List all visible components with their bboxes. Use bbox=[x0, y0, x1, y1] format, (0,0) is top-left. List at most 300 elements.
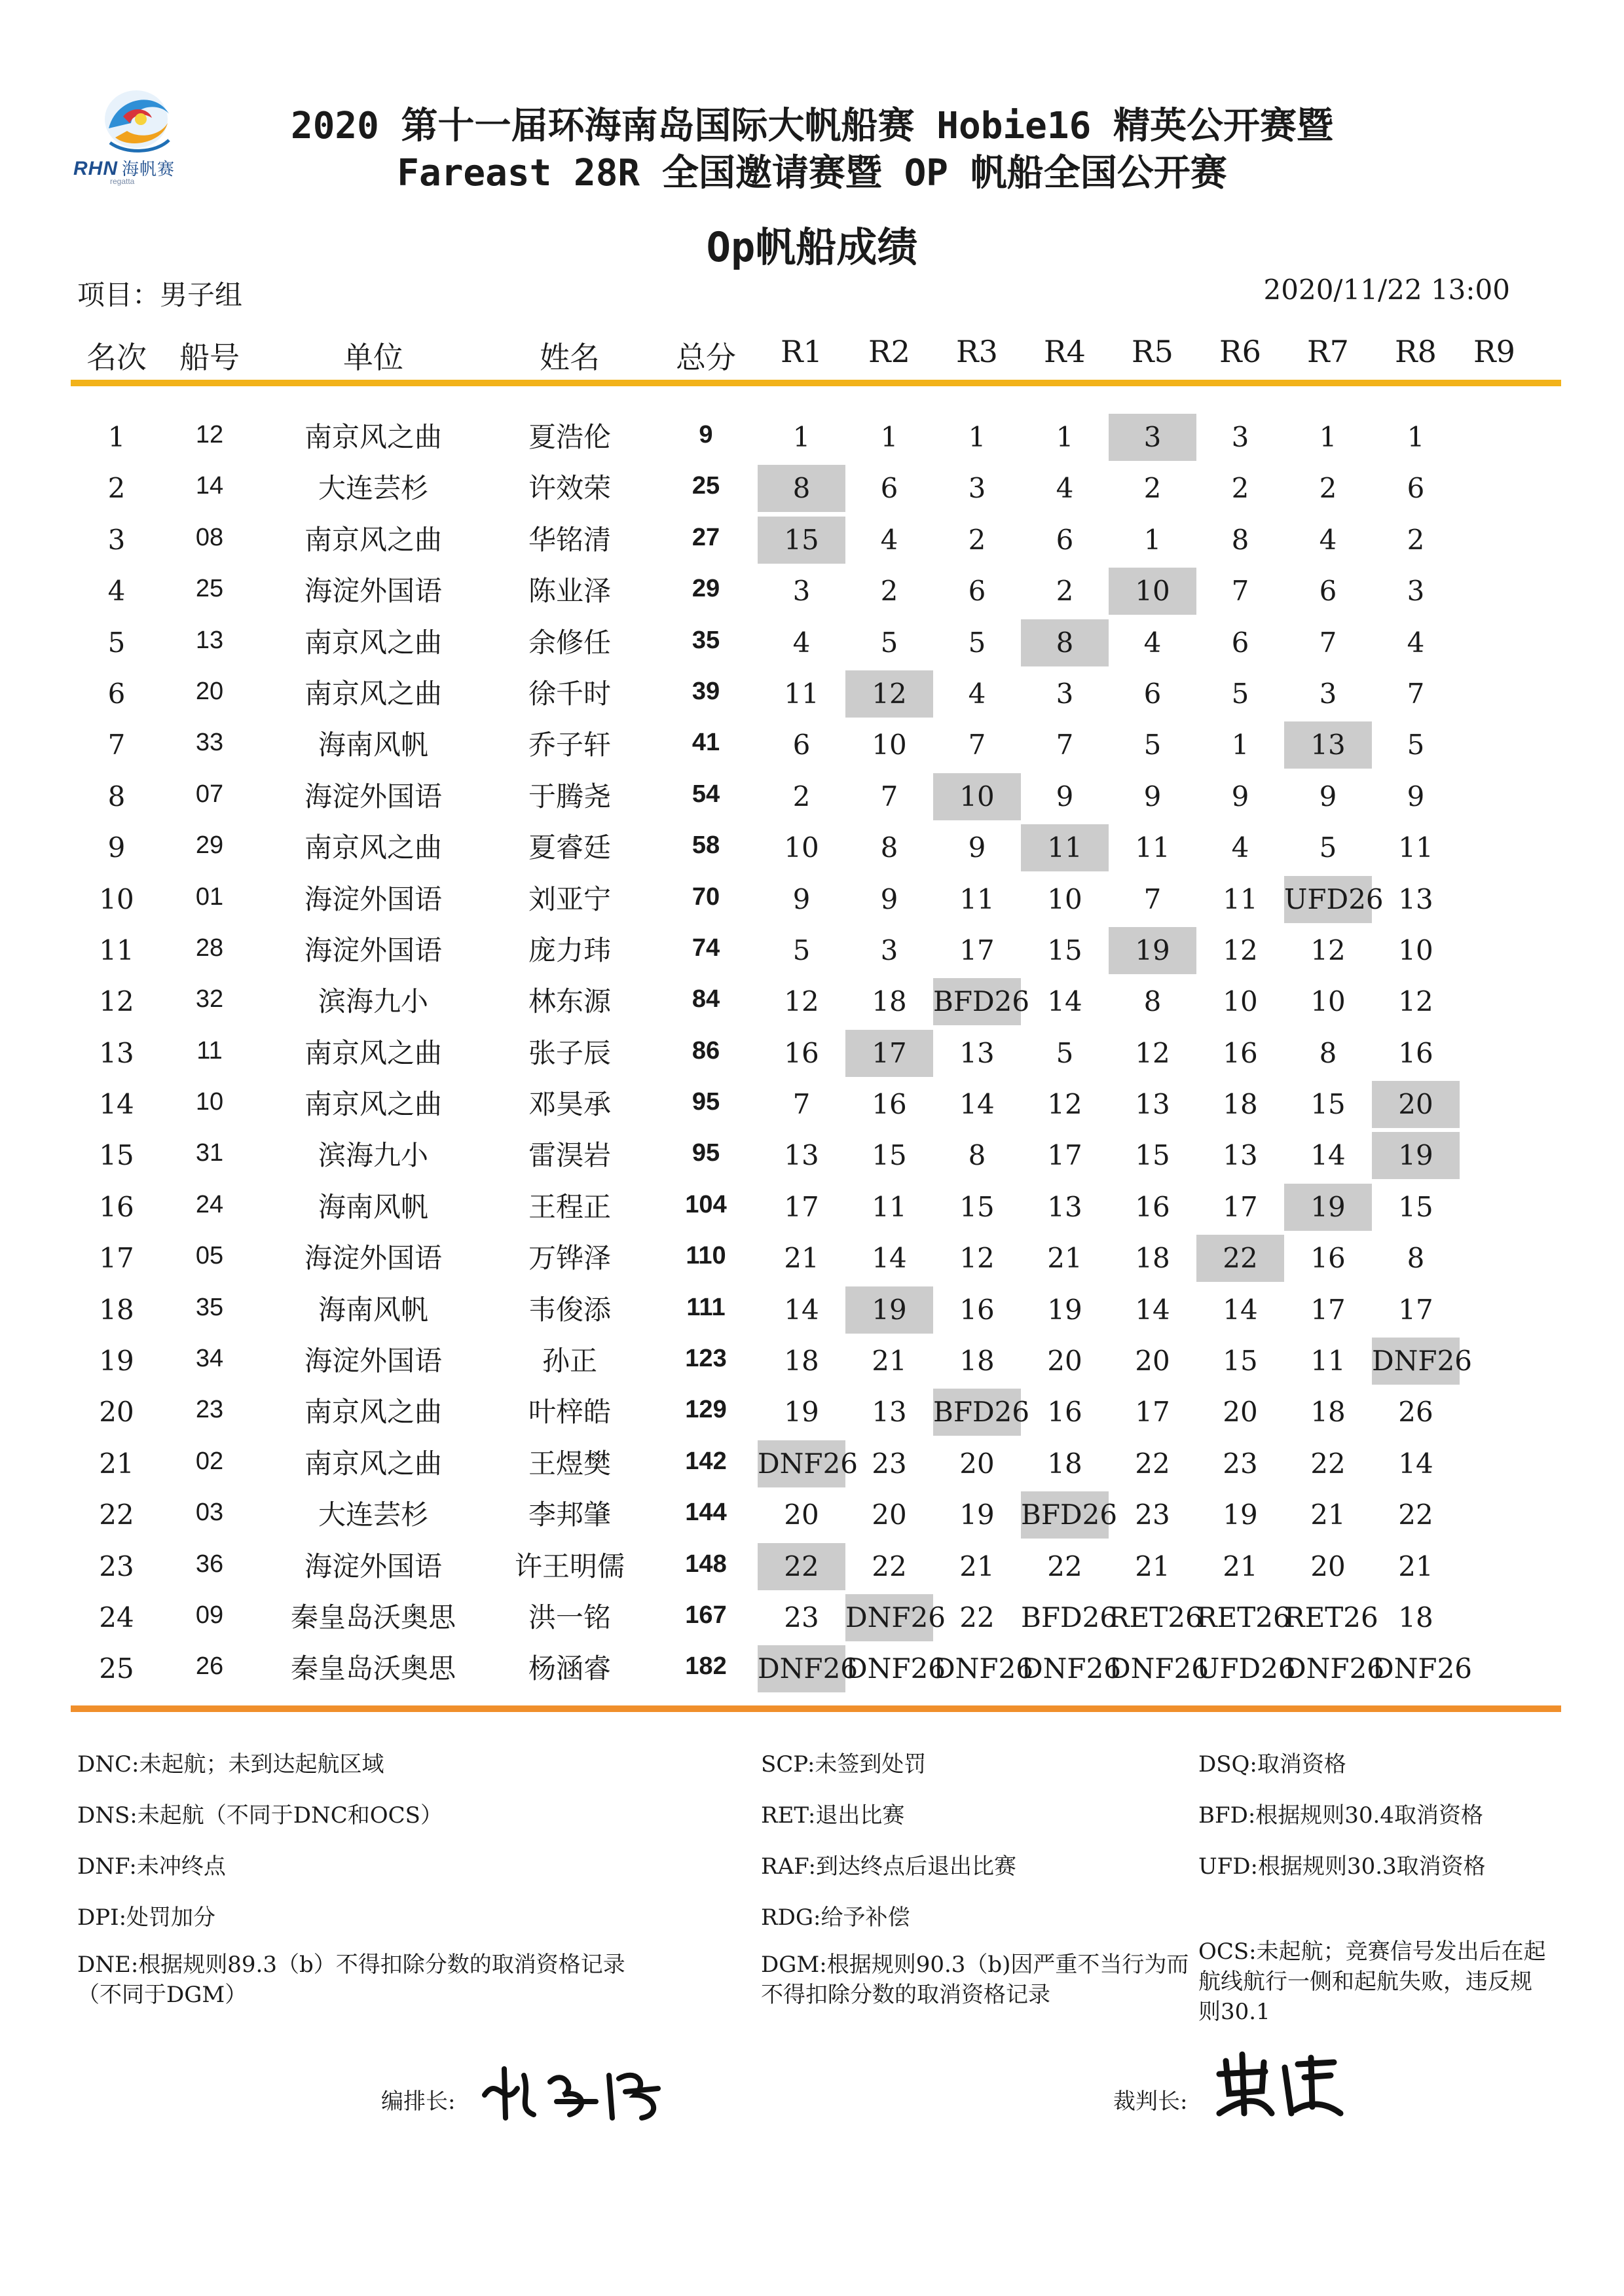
race-score-cell: 4 bbox=[1231, 831, 1249, 864]
legend-dne: DNE:根据规则89.3（b）不得扣除分数的取消资格记录（不同于DGM） bbox=[77, 1952, 625, 2008]
sailor-name-cell: 张子辰 bbox=[528, 1036, 612, 1069]
legend-ufd: UFD:根据规则30.3取消资格 bbox=[1198, 1853, 1486, 1880]
rank-cell: 3 bbox=[107, 523, 126, 556]
boat-number-cell: 24 bbox=[195, 1190, 224, 1218]
legend-scp: SCP:未签到处罚 bbox=[761, 1751, 927, 1777]
race-score-cell: 8 bbox=[1231, 523, 1249, 556]
race-score-cell: 3 bbox=[968, 472, 986, 505]
club-cell: 南京风之曲 bbox=[304, 677, 443, 710]
race-score-cell: 9 bbox=[1143, 780, 1162, 812]
race-score-cell: 8 bbox=[1319, 1036, 1337, 1069]
total-points-cell: 70 bbox=[692, 883, 720, 911]
race-score-cell: 18 bbox=[1047, 1447, 1082, 1480]
boat-number-cell: 31 bbox=[195, 1139, 224, 1167]
club-cell: 滨海九小 bbox=[318, 985, 429, 1018]
boat-number-cell: 12 bbox=[195, 421, 224, 448]
club-cell: 南京风之曲 bbox=[304, 1088, 443, 1121]
race-score-discarded: 19 bbox=[1372, 1132, 1460, 1179]
table-row bbox=[0, 822, 1624, 873]
race-score-cell: RET26 bbox=[1109, 1601, 1203, 1633]
total-points-cell: 39 bbox=[692, 677, 720, 705]
race-score-cell: 11 bbox=[959, 883, 995, 915]
race-score-cell: 3 bbox=[880, 934, 898, 966]
club-cell: 海南风帆 bbox=[318, 1293, 429, 1326]
race-score-discarded: 12 bbox=[845, 670, 933, 718]
race-score-cell: 6 bbox=[1143, 677, 1162, 710]
sailor-name-cell: 夏浩伦 bbox=[528, 421, 612, 453]
race-score-discarded: BFD26 bbox=[933, 1389, 1021, 1436]
table-row bbox=[0, 668, 1624, 719]
boat-number-cell: 11 bbox=[196, 1036, 223, 1065]
footer-divider bbox=[71, 1705, 1561, 1712]
race-score-cell: 11 bbox=[1223, 883, 1258, 915]
race-score-cell: 12 bbox=[1398, 985, 1433, 1018]
race-score-cell: 8 bbox=[880, 831, 898, 864]
race-score-cell: 2 bbox=[1143, 472, 1162, 505]
results-table-header bbox=[0, 334, 1624, 373]
rank-cell: 2 bbox=[107, 472, 126, 505]
race-score-cell: 13 bbox=[1047, 1190, 1082, 1223]
race-score-cell: 20 bbox=[1135, 1345, 1170, 1377]
race-score-cell: 8 bbox=[968, 1139, 986, 1172]
boat-number-cell: 33 bbox=[195, 729, 224, 757]
race-score-cell: 19 bbox=[784, 1396, 819, 1429]
boat-number-cell: 03 bbox=[195, 1499, 224, 1527]
race-score-cell: 17 bbox=[1047, 1139, 1082, 1172]
club-cell: 南京风之曲 bbox=[304, 1447, 443, 1480]
race-score-cell: 6 bbox=[1407, 472, 1425, 505]
race-score-discarded: 22 bbox=[1196, 1235, 1284, 1282]
race-score-cell: 5 bbox=[968, 626, 986, 659]
rank-cell: 24 bbox=[99, 1601, 134, 1633]
race-score-cell: 16 bbox=[1310, 1242, 1346, 1275]
race-score-cell: 16 bbox=[784, 1036, 819, 1069]
table-row bbox=[0, 462, 1624, 513]
race-score-cell: 15 bbox=[959, 1190, 995, 1223]
race-score-cell: 5 bbox=[1231, 677, 1249, 710]
race-score-cell: 20 bbox=[1223, 1396, 1258, 1429]
club-cell: 海南风帆 bbox=[318, 1190, 429, 1223]
race-score-cell: 22 bbox=[1398, 1499, 1433, 1531]
page-subtitle: Op帆船成绩 bbox=[706, 223, 918, 271]
race-score-cell: 18 bbox=[959, 1345, 995, 1377]
sailor-name-cell: 华铭清 bbox=[528, 523, 612, 556]
race-score-cell: 15 bbox=[1223, 1345, 1258, 1377]
legend-ocs: OCS:未起航；竞赛信号发出后在起航线航行一侧和起航失败，违反规则30.1 bbox=[1198, 1939, 1546, 2025]
sailor-name-cell: 韦俊添 bbox=[528, 1293, 612, 1326]
race-score-cell: 12 bbox=[1135, 1036, 1170, 1069]
race-score-cell: 5 bbox=[1319, 831, 1337, 864]
race-score-cell: 10 bbox=[1223, 985, 1258, 1018]
boat-number-cell: 32 bbox=[195, 985, 224, 1013]
boat-number-cell: 20 bbox=[195, 677, 224, 705]
boat-number-cell: 10 bbox=[195, 1088, 224, 1116]
total-points-cell: 86 bbox=[692, 1036, 720, 1065]
race-score-cell: 11 bbox=[872, 1190, 907, 1223]
sailor-name-cell: 万铧泽 bbox=[528, 1242, 612, 1275]
sailor-name-cell: 林东源 bbox=[528, 985, 612, 1018]
race-score-cell: 18 bbox=[872, 985, 907, 1018]
race-score-cell: 14 bbox=[1310, 1139, 1346, 1172]
race-score-cell: 13 bbox=[784, 1139, 819, 1172]
rank-cell: 22 bbox=[99, 1499, 134, 1531]
race-score-cell: 6 bbox=[1231, 626, 1249, 659]
header-divider bbox=[71, 380, 1561, 386]
sailor-name-cell: 余修任 bbox=[528, 626, 612, 659]
race-score-cell: 17 bbox=[1398, 1293, 1433, 1326]
rank-cell: 18 bbox=[99, 1293, 134, 1326]
race-score-cell: 16 bbox=[1398, 1036, 1433, 1069]
boat-number-cell: 01 bbox=[195, 883, 224, 911]
race-score-cell: 17 bbox=[784, 1190, 819, 1223]
club-cell: 滨海九小 bbox=[318, 1139, 429, 1172]
race-score-cell: 15 bbox=[1047, 934, 1082, 966]
race-score-cell: 18 bbox=[1310, 1396, 1346, 1429]
club-cell: 海淀外国语 bbox=[304, 883, 443, 915]
race-score-cell: 20 bbox=[959, 1447, 995, 1480]
logo-subtext: regatta bbox=[110, 177, 135, 186]
race-score-cell: UFD26 bbox=[1196, 1652, 1296, 1685]
race-score-cell: 14 bbox=[784, 1293, 819, 1326]
race-score-discarded: 13 bbox=[1284, 721, 1372, 769]
race-score-cell: 10 bbox=[784, 831, 819, 864]
table-row bbox=[0, 1181, 1624, 1232]
club-cell: 秦皇岛沃奥思 bbox=[290, 1601, 456, 1633]
rank-cell: 25 bbox=[99, 1652, 134, 1685]
total-points-cell: 142 bbox=[685, 1447, 727, 1475]
race-score-cell: 20 bbox=[784, 1499, 819, 1531]
race-score-cell: 5 bbox=[792, 934, 811, 966]
club-cell: 南京风之曲 bbox=[304, 523, 443, 556]
race-score-cell: 11 bbox=[1135, 831, 1170, 864]
race-score-cell: 7 bbox=[792, 1088, 811, 1121]
table-row bbox=[0, 617, 1624, 668]
race-score-cell: 1 bbox=[792, 421, 811, 453]
sailor-name-cell: 许效荣 bbox=[528, 472, 612, 505]
race-score-cell: BFD26 bbox=[1021, 1601, 1118, 1633]
race-score-cell: 3 bbox=[1056, 677, 1074, 710]
club-cell: 南京风之曲 bbox=[304, 1396, 443, 1429]
club-cell: 海淀外国语 bbox=[304, 1550, 443, 1582]
table-row bbox=[0, 1438, 1624, 1489]
total-points-cell: 129 bbox=[685, 1396, 727, 1424]
race-score-cell: DNF26 bbox=[933, 1652, 1034, 1685]
race-score-cell: 26 bbox=[1398, 1396, 1433, 1429]
club-cell: 海淀外国语 bbox=[304, 934, 443, 966]
col-r1: R1 bbox=[781, 334, 822, 369]
race-score-discarded: UFD26 bbox=[1284, 876, 1372, 923]
race-score-cell: 2 bbox=[880, 575, 898, 608]
sailor-name-cell: 王煜樊 bbox=[528, 1447, 612, 1480]
race-score-cell: 19 bbox=[959, 1499, 995, 1531]
race-score-cell: 6 bbox=[968, 575, 986, 608]
race-score-cell: DNF26 bbox=[1021, 1652, 1122, 1685]
sailor-name-cell: 杨涵睿 bbox=[528, 1652, 612, 1685]
legend-raf: RAF:到达终点后退出比赛 bbox=[761, 1853, 1016, 1880]
race-score-cell: 1 bbox=[880, 421, 898, 453]
race-score-cell: 21 bbox=[959, 1550, 995, 1582]
race-score-cell: 5 bbox=[1056, 1036, 1074, 1069]
race-score-cell: 17 bbox=[1310, 1293, 1346, 1326]
total-points-cell: 25 bbox=[692, 472, 720, 500]
race-score-cell: 15 bbox=[1135, 1139, 1170, 1172]
race-score-cell: 14 bbox=[959, 1088, 995, 1121]
total-points-cell: 111 bbox=[686, 1293, 726, 1321]
table-row bbox=[0, 719, 1624, 770]
table-row bbox=[0, 975, 1624, 1027]
race-score-cell: 1 bbox=[1407, 421, 1425, 453]
rank-cell: 5 bbox=[107, 626, 126, 659]
race-score-discarded: 15 bbox=[758, 517, 845, 564]
race-score-discarded: 19 bbox=[1109, 927, 1196, 974]
club-cell: 南京风之曲 bbox=[304, 831, 443, 864]
rank-cell: 14 bbox=[99, 1088, 134, 1121]
sailor-name-cell: 孙正 bbox=[542, 1345, 598, 1377]
table-row bbox=[0, 1284, 1624, 1335]
club-cell: 大连芸杉 bbox=[318, 472, 429, 505]
race-score-cell: 21 bbox=[1135, 1550, 1170, 1582]
race-score-discarded: 10 bbox=[1109, 568, 1196, 615]
sailor-name-cell: 洪一铭 bbox=[528, 1601, 612, 1633]
rank-cell: 6 bbox=[107, 677, 126, 710]
col-boat: 船号 bbox=[179, 340, 240, 375]
rank-cell: 10 bbox=[99, 883, 134, 915]
logo-text: RHN bbox=[73, 158, 118, 179]
race-score-cell: 1 bbox=[968, 421, 986, 453]
sailor-name-cell: 雷淏岩 bbox=[528, 1139, 612, 1172]
race-score-cell: 4 bbox=[1143, 626, 1162, 659]
judge-signature-icon bbox=[1213, 2048, 1344, 2120]
race-score-discarded: 19 bbox=[1284, 1184, 1372, 1231]
race-score-cell: 7 bbox=[968, 729, 986, 761]
col-name: 姓名 bbox=[540, 340, 600, 375]
race-score-cell: 18 bbox=[1135, 1242, 1170, 1275]
race-score-cell: 5 bbox=[880, 626, 898, 659]
race-score-cell: 11 bbox=[784, 677, 819, 710]
race-score-cell: 17 bbox=[1135, 1396, 1170, 1429]
col-r9: R9 bbox=[1473, 334, 1515, 369]
race-score-cell: 17 bbox=[1223, 1190, 1258, 1223]
col-r6: R6 bbox=[1219, 334, 1261, 369]
race-score-cell: 4 bbox=[968, 677, 986, 710]
scorer-label: 编排长: bbox=[381, 2088, 456, 2115]
sailor-name-cell: 王程正 bbox=[528, 1190, 612, 1223]
race-score-cell: RET26 bbox=[1284, 1601, 1378, 1633]
total-points-cell: 148 bbox=[685, 1550, 727, 1578]
race-score-cell: 21 bbox=[872, 1345, 907, 1377]
sailor-name-cell: 庞力玮 bbox=[528, 934, 612, 966]
sailor-name-cell: 邓昊承 bbox=[528, 1088, 612, 1121]
total-points-cell: 144 bbox=[685, 1499, 727, 1527]
boat-number-cell: 25 bbox=[195, 575, 224, 603]
race-score-discarded: 11 bbox=[1021, 824, 1109, 871]
race-score-cell: 13 bbox=[1135, 1088, 1170, 1121]
race-score-cell: 8 bbox=[1407, 1242, 1425, 1275]
col-r5: R5 bbox=[1132, 334, 1173, 369]
race-score-cell: 18 bbox=[784, 1345, 819, 1377]
sailor-name-cell: 叶梓皓 bbox=[528, 1396, 612, 1429]
title-line-1: 2020 第十一届环海南岛国际大帆船赛 Hobie16 精英公开赛暨 bbox=[290, 105, 1333, 147]
race-score-cell: 23 bbox=[1223, 1447, 1258, 1480]
race-score-cell: 6 bbox=[1056, 523, 1074, 556]
table-row bbox=[0, 565, 1624, 616]
table-row bbox=[0, 411, 1624, 462]
total-points-cell: 41 bbox=[692, 729, 720, 757]
col-r2: R2 bbox=[868, 334, 910, 369]
race-score-cell: 10 bbox=[1398, 934, 1433, 966]
race-score-cell: 21 bbox=[1398, 1550, 1433, 1582]
sailor-name-cell: 乔子轩 bbox=[528, 729, 612, 761]
race-score-cell: 4 bbox=[1056, 472, 1074, 505]
race-score-cell: 12 bbox=[959, 1242, 995, 1275]
race-score-cell: 9 bbox=[1056, 780, 1074, 812]
race-score-cell: 4 bbox=[1407, 626, 1425, 659]
rank-cell: 1 bbox=[107, 421, 126, 453]
legend-dnf: DNF:未冲终点 bbox=[77, 1853, 226, 1880]
boat-number-cell: 34 bbox=[195, 1345, 224, 1373]
table-row bbox=[0, 1129, 1624, 1180]
rank-cell: 7 bbox=[107, 729, 126, 761]
race-score-discarded: 19 bbox=[845, 1286, 933, 1334]
club-cell: 大连芸杉 bbox=[318, 1499, 429, 1531]
race-score-cell: 12 bbox=[1223, 934, 1258, 966]
rank-cell: 15 bbox=[99, 1139, 134, 1172]
race-score-cell: 21 bbox=[1223, 1550, 1258, 1582]
club-cell: 南京风之曲 bbox=[304, 1036, 443, 1069]
race-score-discarded: 8 bbox=[1021, 619, 1109, 666]
race-score-cell: 7 bbox=[1143, 883, 1162, 915]
boat-number-cell: 02 bbox=[195, 1447, 224, 1475]
race-score-cell: 22 bbox=[872, 1550, 907, 1582]
race-score-cell: 4 bbox=[792, 626, 811, 659]
scorer-signature bbox=[478, 2056, 674, 2130]
race-score-cell: 9 bbox=[968, 831, 986, 864]
race-score-cell: 13 bbox=[959, 1036, 995, 1069]
race-score-cell: RET26 bbox=[1196, 1601, 1291, 1633]
race-score-cell: 10 bbox=[1047, 883, 1082, 915]
col-r3: R3 bbox=[956, 334, 998, 369]
table-row bbox=[0, 1078, 1624, 1129]
scorer-signature-icon bbox=[478, 2056, 674, 2128]
race-score-discarded: BFD26 bbox=[933, 978, 1021, 1025]
race-score-cell: 9 bbox=[880, 883, 898, 915]
legend-rdg: RDG:给予补偿 bbox=[761, 1904, 910, 1931]
total-points-cell: 9 bbox=[699, 421, 713, 448]
race-score-cell: 7 bbox=[1231, 575, 1249, 608]
club-cell: 秦皇岛沃奥思 bbox=[290, 1652, 456, 1685]
race-score-cell: 5 bbox=[1407, 729, 1425, 761]
race-score-discarded: 20 bbox=[1372, 1081, 1460, 1128]
race-score-cell: 22 bbox=[1135, 1447, 1170, 1480]
boat-number-cell: 28 bbox=[195, 934, 224, 962]
race-score-cell: 15 bbox=[872, 1139, 907, 1172]
sailor-name-cell: 夏睿廷 bbox=[528, 831, 612, 864]
race-score-cell: 10 bbox=[1310, 985, 1346, 1018]
table-row bbox=[0, 924, 1624, 975]
race-score-cell: 14 bbox=[1398, 1447, 1433, 1480]
boat-number-cell: 26 bbox=[195, 1652, 224, 1681]
race-score-discarded: DNF26 bbox=[845, 1594, 933, 1641]
legend-dnc: DNC:未起航；未到达起航区域 bbox=[77, 1751, 384, 1777]
rank-cell: 8 bbox=[107, 780, 126, 812]
rank-cell: 11 bbox=[99, 934, 134, 966]
race-score-cell: 16 bbox=[959, 1293, 995, 1326]
race-score-discarded: DNF26 bbox=[758, 1645, 845, 1692]
race-score-cell: DNF26 bbox=[1109, 1652, 1209, 1685]
boat-number-cell: 09 bbox=[195, 1601, 224, 1629]
race-score-discarded: 22 bbox=[758, 1543, 845, 1590]
legend-dsq: DSQ:取消资格 bbox=[1198, 1751, 1346, 1777]
total-points-cell: 29 bbox=[692, 575, 720, 603]
club-cell: 南京风之曲 bbox=[304, 421, 443, 453]
race-score-cell: DNF26 bbox=[845, 1652, 946, 1685]
race-score-discarded: 10 bbox=[933, 773, 1021, 820]
race-score-cell: 20 bbox=[1047, 1345, 1082, 1377]
report-datetime: 2020/11/22 13:00 bbox=[1263, 274, 1510, 306]
race-score-cell: 9 bbox=[1407, 780, 1425, 812]
table-row bbox=[0, 873, 1624, 924]
race-score-cell: 2 bbox=[1407, 523, 1425, 556]
race-score-cell: 15 bbox=[1398, 1190, 1433, 1223]
race-score-cell: 1 bbox=[1231, 729, 1249, 761]
race-score-cell: 13 bbox=[872, 1396, 907, 1429]
race-score-cell: 14 bbox=[1223, 1293, 1258, 1326]
total-points-cell: 104 bbox=[685, 1190, 727, 1218]
race-score-cell: 16 bbox=[1047, 1396, 1082, 1429]
race-score-cell: 4 bbox=[1319, 523, 1337, 556]
race-score-cell: 8 bbox=[1143, 985, 1162, 1018]
race-score-cell: 3 bbox=[1319, 677, 1337, 710]
sailor-name-cell: 徐千时 bbox=[528, 677, 612, 710]
race-score-cell: 2 bbox=[1056, 575, 1074, 608]
club-cell: 海淀外国语 bbox=[304, 1242, 443, 1275]
col-r4: R4 bbox=[1044, 334, 1086, 369]
boat-number-cell: 08 bbox=[195, 523, 224, 551]
race-score-cell: 19 bbox=[1047, 1293, 1082, 1326]
race-score-cell: 12 bbox=[1310, 934, 1346, 966]
race-score-cell: 22 bbox=[1047, 1550, 1082, 1582]
col-club: 单位 bbox=[343, 340, 403, 375]
race-score-discarded: 17 bbox=[845, 1030, 933, 1077]
legend-dgm: DGM:根据规则90.3（b)因严重不当行为而不得扣除分数的取消资格记录 bbox=[761, 1952, 1189, 2008]
race-score-cell: 5 bbox=[1143, 729, 1162, 761]
col-r7: R7 bbox=[1307, 334, 1349, 369]
total-points-cell: 84 bbox=[692, 985, 720, 1013]
rank-cell: 16 bbox=[99, 1190, 134, 1223]
race-score-cell: 19 bbox=[1223, 1499, 1258, 1531]
legend-bfd: BFD:根据规则30.4取消资格 bbox=[1198, 1802, 1483, 1829]
legend-dpi: DPI:处罚加分 bbox=[77, 1904, 216, 1931]
boat-number-cell: 36 bbox=[195, 1550, 224, 1578]
race-score-cell: 6 bbox=[1319, 575, 1337, 608]
sailor-name-cell: 许王明儒 bbox=[514, 1550, 625, 1582]
race-score-cell: 9 bbox=[792, 883, 811, 915]
total-points-cell: 182 bbox=[685, 1652, 727, 1681]
total-points-cell: 167 bbox=[685, 1601, 727, 1629]
table-row bbox=[0, 1027, 1624, 1078]
race-score-cell: 14 bbox=[1135, 1293, 1170, 1326]
race-score-cell: 23 bbox=[1135, 1499, 1170, 1531]
table-row bbox=[0, 1540, 1624, 1592]
sailor-name-cell: 刘亚宁 bbox=[528, 883, 612, 915]
rank-cell: 9 bbox=[107, 831, 126, 864]
race-score-cell: 2 bbox=[792, 780, 811, 812]
total-points-cell: 35 bbox=[692, 626, 720, 654]
total-points-cell: 74 bbox=[692, 934, 720, 962]
race-score-discarded: DNF26 bbox=[758, 1440, 845, 1487]
race-score-cell: 7 bbox=[1056, 729, 1074, 761]
boat-number-cell: 05 bbox=[195, 1242, 224, 1270]
